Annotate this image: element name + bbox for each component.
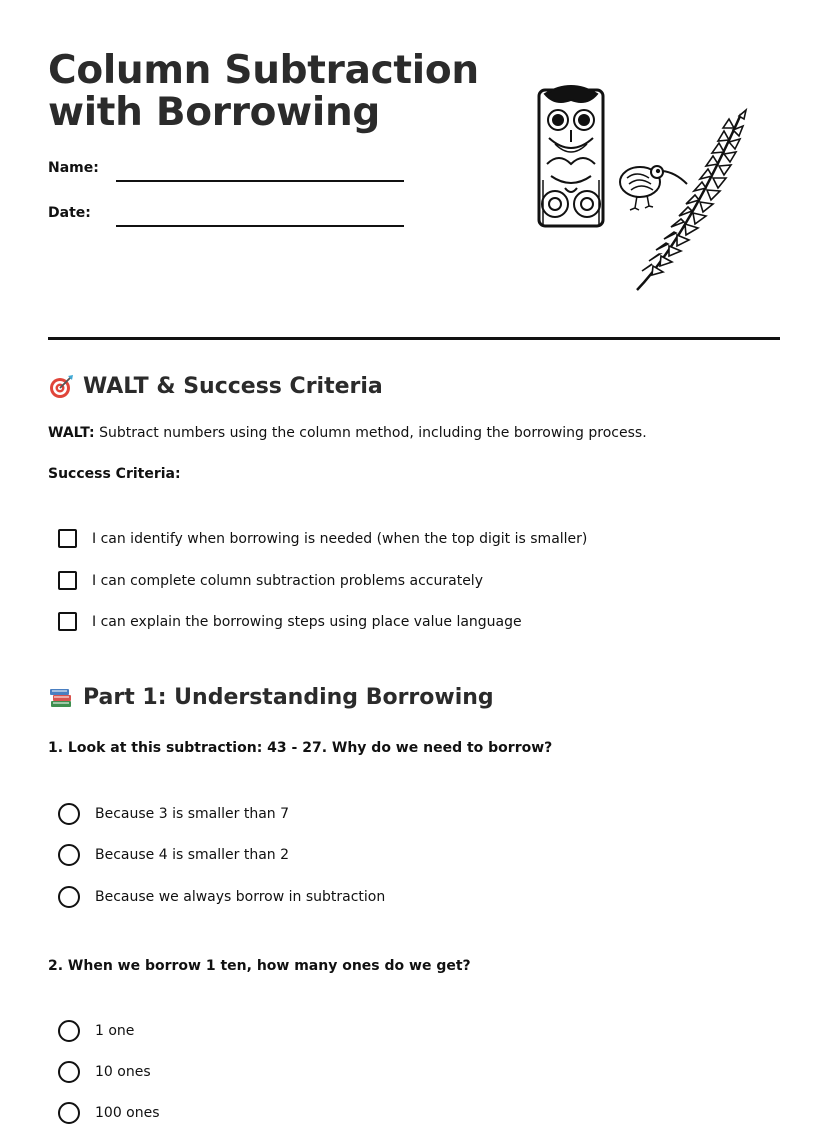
option-text: 1 one: [95, 1023, 135, 1039]
question-1-prompt: 1. Look at this subtraction: 43 - 27. Why do we need to borrow?: [48, 740, 553, 756]
criteria-checkbox[interactable]: [58, 529, 77, 548]
option-radio[interactable]: [58, 1061, 80, 1083]
title-line-2: with Borrowing: [48, 90, 381, 135]
name-label: Name:: [48, 160, 99, 176]
question-2-option[interactable]: [58, 1102, 160, 1124]
walt-text: Subtract numbers using the column method, including the borrowing process.: [99, 425, 647, 441]
option-radio[interactable]: [58, 886, 80, 908]
tiki-carving-icon: [539, 86, 603, 226]
question-2-prompt: 2. When we borrow 1 ten, how many ones do we get?: [48, 958, 471, 974]
walt-heading-text: WALT & Success Criteria: [83, 373, 383, 399]
option-text: 100 ones: [95, 1105, 160, 1121]
criteria-text: I can explain the borrowing steps using place value language: [92, 613, 522, 630]
option-text: Because 4 is smaller than 2: [95, 847, 289, 863]
question-2-option[interactable]: [58, 1020, 134, 1042]
option-radio[interactable]: [58, 844, 80, 866]
part1-heading: [48, 684, 494, 710]
option-radio[interactable]: [58, 803, 80, 825]
nz-illustration: [525, 80, 765, 295]
kiwi-bird-icon: [620, 166, 687, 210]
silver-fern-icon: [637, 110, 746, 290]
books-icon: [48, 684, 74, 710]
date-input-line[interactable]: [116, 225, 404, 227]
worksheet-title: [48, 50, 479, 134]
header-divider: [48, 337, 780, 340]
title-line-1: Column Subtraction: [48, 48, 479, 93]
part1-heading-text: Part 1: Understanding Borrowing: [83, 684, 494, 710]
criteria-item[interactable]: [58, 529, 587, 548]
option-text: 10 ones: [95, 1064, 151, 1080]
criteria-checkbox[interactable]: [58, 571, 77, 590]
criteria-item[interactable]: [58, 612, 522, 631]
option-radio[interactable]: [58, 1020, 80, 1042]
walt-statement: [48, 425, 647, 441]
success-criteria-label: Success Criteria:: [48, 466, 181, 482]
question-2-option[interactable]: [58, 1061, 151, 1083]
criteria-text: I can identify when borrowing is needed (when the top digit is smaller): [92, 530, 588, 547]
question-1-option[interactable]: [58, 886, 385, 908]
walt-heading: [48, 373, 383, 399]
option-radio[interactable]: [58, 1102, 80, 1124]
question-1-option[interactable]: [58, 803, 289, 825]
criteria-text: I can complete column subtraction problems accurately: [92, 572, 483, 589]
target-dart-icon: [48, 373, 74, 399]
name-input-line[interactable]: [116, 180, 404, 182]
option-text: Because we always borrow in subtraction: [95, 889, 386, 905]
criteria-item[interactable]: [58, 571, 483, 590]
date-label: Date:: [48, 205, 91, 221]
option-text: Because 3 is smaller than 7: [95, 806, 289, 822]
walt-label: WALT:: [48, 425, 95, 441]
criteria-checkbox[interactable]: [58, 612, 77, 631]
question-1-option[interactable]: [58, 844, 289, 866]
